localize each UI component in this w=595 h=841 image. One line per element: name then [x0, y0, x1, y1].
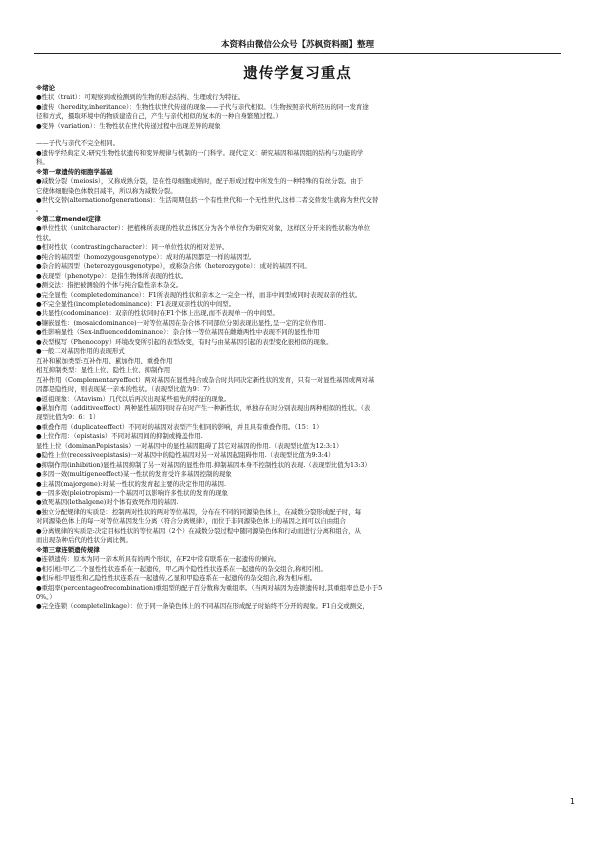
text-line: 互补和累加类型:互补作用、累加作用、重叠作用	[36, 356, 173, 365]
text-line: ●性影响显性（Sex-influenceddominance）：杂合体一等位基因在雌雄两性中表现不同的显性作用	[36, 328, 320, 337]
text-line: 对同源染色体上的每一对等位基因发生分离（符合分离规律），而位于非同源染色体上的基因之间可以自由组合	[36, 517, 346, 526]
text-line: ●相引相:甲乙二个显性性状连系在一起遗传，甲乙两个隐性性状连系在一起遗传的杂交组合,称相引相。	[36, 564, 327, 573]
text-line: 。	[36, 205, 43, 214]
text-line: ●相斥相:甲显性和乙隐性性状连系在一起遗传,乙显和甲隐连系在一起遗传的杂交组合,称为相斥相。	[36, 574, 317, 583]
text-line: ●连锁遗传：原本为同一亲本所具有的两个形状，在F2中常有联系在一起遗传的倾向。	[36, 555, 281, 564]
text-line: ●表现型（phenotype）：是指生物体所表现的性状。	[36, 271, 188, 280]
text-line: ●共显性(codominance)：双亲的性状同时在F1个体上出现,而不表现单一的中间型。	[36, 309, 279, 318]
text-line: ●遗传学经典定义:研究生物性状遗传和变异规律与机制的一门科学。现代定义：研究基因和基因组的结构与功能的学	[36, 148, 364, 157]
text-line: ●完全显性（completedominance）：F1所表现的性状和亲本之一完全一样，而非中间型或同时表现双亲的性状。	[36, 290, 362, 299]
text-line: ●致死基因(lethalgene)对个体有致死作用的基因.	[36, 498, 179, 507]
text-line: 性状。	[36, 233, 56, 242]
section-heading: ※绪论	[36, 84, 55, 92]
text-line: 而出现杂种后代的性状分离比例。	[36, 536, 132, 545]
document-body	[36, 84, 575, 809]
document-title: 遗传学复习重点	[243, 66, 352, 82]
text-line: ●不完全显性(incompletedominance)：F1表现双亲性状的中间型。	[36, 299, 236, 308]
text-line: ●上位作用：（epistasis）不同对基因间的抑制或掩盖作用.	[36, 432, 203, 441]
text-line: ●隐性上位(recessiveepistasis)一对基因中的隐性基因对另一对基因起阻碍作用.（表现型比值为9:3:4）	[36, 451, 335, 460]
text-line: ●抑制作用(inhibition)显性基因抑制了另一对基因的显性作用.抑制基因本身不控制性状的表现.（表现型比值为13:3）	[36, 460, 371, 469]
text-line: ●单位性状（unitcharacter）：把植株所表现的性状总体区分为各个单位作为研究对象，这样区分开来的性状称为单位	[36, 224, 371, 233]
text-line: ●返祖现象：（Atavism）几代以后再次出现某些祖先的特征的现象。	[36, 394, 231, 403]
text-line: 因都是隐性时，则表现某一亲本的性状。（表现型比值为9：7）	[36, 385, 214, 394]
text-line: ●遗传（heredity,inheritance）：生物性状世代传递的现象——子代与亲代相似。（生物按照亲代所经历的同一发育途	[36, 102, 369, 111]
text-line: ●重组率(percentageofrecombination)重组型的配子百分数称为重组率。（当两对基因为连锁遗传时,其重组率总是小于5	[36, 583, 383, 592]
text-line: ●镶嵌显性：(mosaicdominance)一对等位基因在杂合体不同部位分别表现出显性,呈一定的定位作用.	[36, 318, 326, 327]
text-line: ●表型模写（Phenocopy）环境改变所引起的表型改变，有时与由某基因引起的表型变化很相似的现象。	[36, 337, 333, 346]
text-line: ●独立分配规律的实质是：控制两对性状的两对等位基因，分布在不同的同源染色体上，在减数分裂形成配子时，每	[36, 507, 362, 516]
text-line: ●变异（variation）：生物性状在世代传递过程中出现差异的现象	[36, 121, 221, 130]
text-line: 显性上位（dominanPepistasis）一对基因中的显性基因阻碍了其它对基因的作用.（表现型比值为12:3:1）	[36, 441, 343, 450]
page-header: 本资料由微信公众号【苏枫资料圈】整理	[220, 40, 374, 50]
text-line: ——子代与亲代不完全相同。	[36, 139, 120, 148]
text-line: ●一般二对基因作用的表现形式	[36, 347, 125, 356]
text-line: ●世代交替(alternationofgenerations)：生活周期包括一个有性世代和一个无性世代,这样二者交替发生就称为世代交替	[36, 195, 379, 204]
text-line: ●分离规律的实质是:决定目标性状的等位基因（2个）在减数分裂过程中随同源染色体和行动而进行分离和组合，从	[36, 526, 361, 535]
section-heading: ※第二章mendel定律	[36, 214, 101, 223]
text-line: ●杂合的基因型（heterozygousgenotype），或称杂合体（heterozygote）：成对的基因不同。	[36, 262, 311, 271]
text-line: ●重叠作用（duplicateeffect）不同对的基因对表型产生相同的影响，并且具有重叠作用。（15：1）	[36, 422, 323, 431]
text-line: 0%。）	[36, 593, 56, 602]
section-heading: ※第一章遗传的细胞学基础	[36, 167, 113, 176]
text-line: ●测交法：指把被测验的个体与纯合隐性亲本杂交。	[36, 281, 183, 290]
text-line: 它使体细胞染色体数目减半，所以称为减数分裂。	[36, 186, 177, 195]
text-line: ●相对性状（contrastingcharacter）：同一单位性状的相对差异。	[36, 243, 229, 252]
text-line: 现型比值为9：6：1）	[36, 413, 100, 422]
text-line: ●完全连锁（completelinkage）：位于同一条染色体上的不同基因在形成配子时始终不分开的现象。F1自交或测交，	[36, 602, 369, 611]
text-line: ●累加作用（additiveeffect）两种显性基因同时存在时产生一种新性状，单独存在时分别表现出两种相似的性状。（表	[36, 403, 371, 412]
text-line: ●多因一效(multigeneeffect)某一性状的发育受许多基因控制的现象	[36, 470, 232, 479]
text-line: ●一因多效(pleiotropism)一个基因可以影响许多性状的发育的现象	[36, 489, 228, 498]
text-line: ●主基因(majorgene):对某一性状的发育起主要的决定作用的基因.	[36, 479, 226, 488]
text-line: ●性状（trait）：可观察到或检测到的生物的形态结构、生理或行为特征。	[36, 93, 245, 102]
section-heading: ※第三章连锁遗传规律	[36, 545, 100, 554]
text-line: 科。	[36, 158, 49, 167]
text-line: ●纯合的基因型（homozygousgenotype）：成对的基因都是一样的基因型。	[36, 252, 256, 261]
text-line: ●减数分裂（meiosis），又称成熟分裂，是在性母细胞成熟时，配子形成过程中所发生的一种特殊的有丝分裂。由于	[36, 177, 364, 186]
page-number: 1	[569, 797, 575, 806]
text-line: 互补作用（Complementaryeffect）两对基因在显性纯合或杂合时共同决定新性状的发育，只有一对显性基因或两对基	[36, 375, 375, 384]
text-line: 相互抑制类型：显性上位、隐性上位、抑制作用	[36, 366, 171, 375]
header-divider	[34, 53, 561, 54]
text-line: 径和方式，摄取环境中的物质建造自己，产生与亲代相似的复本的一种自身繁殖过程。）	[36, 112, 283, 121]
